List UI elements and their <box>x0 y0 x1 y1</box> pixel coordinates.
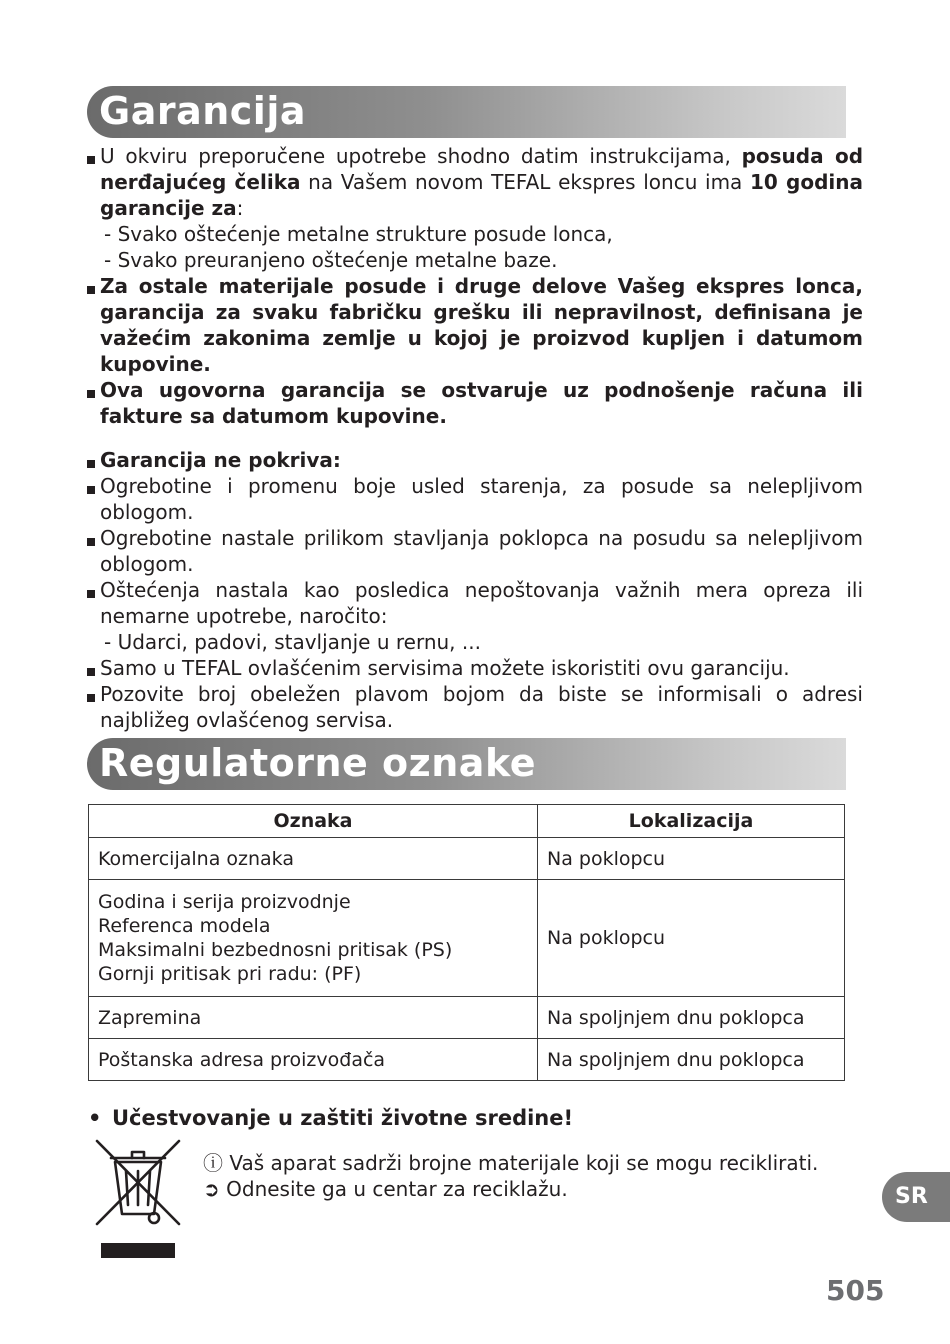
location-cell: Na spoljnjem dnu poklopca <box>538 1039 845 1081</box>
location-cell: Na spoljnjem dnu poklopca <box>538 997 845 1039</box>
table-header-row <box>89 805 845 838</box>
square-bullet-icon <box>87 668 95 676</box>
warranty-dash-2: - Svako preuranjeno oštećenje metalne baze. <box>104 248 558 272</box>
marking-line: Maksimalni bezbednosni pritisak (PS) <box>98 939 453 961</box>
location-cell: Na poklopcu <box>538 838 845 880</box>
regulatorne-title: Regulatorne oznake <box>99 741 536 785</box>
marking-line: Gornji pritisak pri radu: (PF) <box>98 963 362 985</box>
warranty-paragraph-1: U okviru preporučene upotrebe shodno datim instrukcijama, posuda od nerđajućeg čelika na Vašem novom TEFAL ekspres loncu ima 10 godina garancije za: <box>86 143 863 221</box>
square-bullet-icon <box>87 156 95 164</box>
regulatorne-banner <box>87 738 846 790</box>
table-row <box>89 997 845 1039</box>
table-row <box>89 838 845 880</box>
garancija-title: Garancija <box>99 89 306 133</box>
not-covered-item-5: Pozovite broj obeležen plavom bojom da biste se informisali o adresi najbližeg ovlašćenog servisa. <box>86 681 863 733</box>
page-number: 505 <box>826 1274 885 1307</box>
not-covered-dash: - Udarci, padovi, stavljanje u rernu, ... <box>104 630 481 654</box>
location-cell: Na poklopcu <box>538 880 845 997</box>
square-bullet-icon <box>87 390 95 398</box>
column-header: Lokalizacija <box>538 805 845 838</box>
square-bullet-icon <box>87 460 95 468</box>
table-row <box>89 1039 845 1081</box>
not-covered-item-3: Oštećenja nastala kao posledica nepoštovanja važnih mera opreza ili nemarne upotrebe, naročito: <box>86 577 863 629</box>
info-icon: ⓘ <box>203 1151 223 1175</box>
round-bullet-icon: • <box>88 1106 102 1130</box>
square-bullet-icon <box>87 486 95 494</box>
marking-cell: Zapremina <box>89 997 538 1039</box>
recycle-action-line: ➲ Odnesite ga u centar za reciklažu. <box>203 1177 568 1201</box>
table-row <box>89 880 845 997</box>
arrow-icon: ➲ <box>203 1177 220 1201</box>
language-tab <box>882 1172 950 1222</box>
square-bullet-icon <box>87 286 95 294</box>
marking-cell: Poštanska adresa proizvođača <box>89 1039 538 1081</box>
square-bullet-icon <box>87 694 95 702</box>
not-covered-item-1: Ogrebotine i promenu boje usled starenja, za posude sa nelepljivom oblogom. <box>86 473 863 525</box>
language-tab-label: SR <box>895 1184 928 1209</box>
garancija-text <box>86 143 863 733</box>
crossed-out-wheelie-bin-icon <box>95 1138 183 1260</box>
recycle-info-line: ⓘ Vaš aparat sadrži brojne materijale koji se mogu reciklirati. <box>203 1151 819 1175</box>
warranty-paragraph-3: Ova ugovorna garancija se ostvaruje uz podnošenje računa ili fakture sa datumom kupovine. <box>86 377 863 429</box>
garancija-banner <box>87 86 846 138</box>
square-bullet-icon <box>87 590 95 598</box>
not-covered-item-4: Samo u TEFAL ovlašćenim servisima možete iskoristiti ovu garanciju. <box>86 655 863 681</box>
marking-cell: Komercijalna oznaka <box>89 838 538 880</box>
environment-text <box>203 1150 818 1202</box>
environment-heading: • Učestvovanje u zaštiti životne sredine! <box>88 1106 574 1130</box>
marking-line: Godina i serija proizvodnje <box>98 891 351 913</box>
warranty-dash-1: - Svako oštećenje metalne strukture posude lonca, <box>104 222 613 246</box>
regulatory-table <box>88 804 845 1081</box>
marking-cell <box>89 880 538 997</box>
square-bullet-icon <box>87 538 95 546</box>
warranty-paragraph-2: Za ostale materijale posude i druge delove Vašeg ekspres lonca, garancija za svaku fabričku grešku ili nepravilnost, definisana je važećim zakonima zemlje u kojoj je proizvod kupljen i datumom kupovine. <box>86 273 863 377</box>
not-covered-item-2: Ogrebotine nastale prilikom stavljanja poklopca na posudu sa nelepljivom oblogom. <box>86 525 863 577</box>
column-header: Oznaka <box>89 805 538 838</box>
not-covered-heading: Garancija ne pokriva: <box>86 447 863 473</box>
marking-line: Referenca modela <box>98 915 271 937</box>
